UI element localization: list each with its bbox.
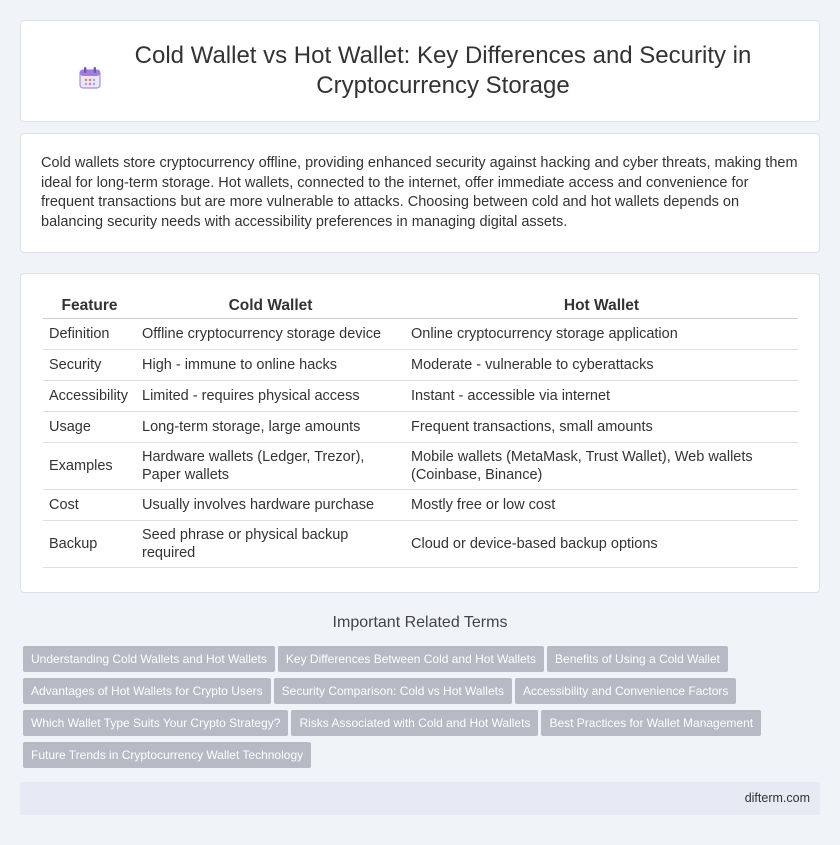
hot-wallet-cell: Frequent transactions, small amounts (405, 412, 798, 443)
header-card (20, 20, 820, 122)
table-row (43, 350, 798, 381)
feature-cell: Definition (43, 319, 136, 350)
related-term-tag[interactable]: Accessibility and Convenience Factors (515, 678, 736, 704)
footer-site-link[interactable]: difterm.com (744, 791, 810, 805)
feature-cell: Accessibility (43, 381, 136, 412)
table-row (43, 521, 798, 568)
hot-wallet-cell: Online cryptocurrency storage application (405, 319, 798, 350)
table-row (43, 412, 798, 443)
header-hot-wallet: Hot Wallet (405, 294, 798, 319)
header-cold-wallet: Cold Wallet (136, 294, 405, 319)
related-term-tag[interactable]: Benefits of Using a Cold Wallet (547, 646, 728, 672)
related-term-tag[interactable]: Future Trends in Cryptocurrency Wallet Technology (23, 742, 311, 768)
table-row (43, 443, 798, 490)
comparison-table-card (20, 273, 820, 593)
table-row (43, 381, 798, 412)
feature-cell: Backup (43, 521, 136, 568)
cold-wallet-cell: High - immune to online hacks (136, 350, 405, 381)
hot-wallet-cell: Cloud or device-based backup options (405, 521, 798, 568)
cold-wallet-cell: Seed phrase or physical backup required (136, 521, 405, 568)
related-term-tag[interactable]: Understanding Cold Wallets and Hot Wallets (23, 646, 275, 672)
header-feature: Feature (43, 294, 136, 319)
intro-card (20, 133, 820, 253)
comparison-table (43, 294, 798, 568)
related-term-tag[interactable]: Which Wallet Type Suits Your Crypto Strategy? (23, 710, 288, 736)
related-term-tag[interactable]: Advantages of Hot Wallets for Crypto Users (23, 678, 271, 704)
calendar-icon (77, 65, 103, 91)
related-term-tag[interactable]: Security Comparison: Cold vs Hot Wallets (274, 678, 512, 704)
hot-wallet-cell: Mobile wallets (MetaMask, Trust Wallet), Web wallets (Coinbase, Binance) (405, 443, 798, 490)
page-title: Cold Wallet vs Hot Wallet: Key Differences and Security in Cryptocurrency Storage (134, 42, 752, 99)
hot-wallet-cell: Moderate - vulnerable to cyberattacks (405, 350, 798, 381)
table-header-row (43, 294, 798, 319)
cold-wallet-cell: Hardware wallets (Ledger, Trezor), Paper wallets (136, 443, 405, 490)
hot-wallet-cell: Instant - accessible via internet (405, 381, 798, 412)
intro-text: Cold wallets store cryptocurrency offline, providing enhanced security against hacking and cyber threats, making them ideal for long-term storage. Hot wallets, connected to the internet, offer immediate access and convenience for frequent transactions but are more vulnerable to attacks. Choosing between cold and hot wallets depends on balancing security needs with accessibility preferences in managing digital assets. (41, 155, 798, 230)
cold-wallet-cell: Usually involves hardware purchase (136, 490, 405, 521)
footer (20, 782, 820, 815)
related-term-tag[interactable]: Key Differences Between Cold and Hot Wallets (278, 646, 544, 672)
cold-wallet-cell: Offline cryptocurrency storage device (136, 319, 405, 350)
feature-cell: Security (43, 350, 136, 381)
feature-cell: Examples (43, 443, 136, 490)
related-term-tag[interactable]: Risks Associated with Cold and Hot Wallets (291, 710, 538, 736)
hot-wallet-cell: Mostly free or low cost (405, 490, 798, 521)
related-terms-list (23, 646, 823, 774)
feature-cell: Usage (43, 412, 136, 443)
cold-wallet-cell: Limited - requires physical access (136, 381, 405, 412)
related-terms-title: Important Related Terms (332, 614, 508, 631)
table-row (43, 490, 798, 521)
table-row (43, 319, 798, 350)
cold-wallet-cell: Long-term storage, large amounts (136, 412, 405, 443)
related-term-tag[interactable]: Best Practices for Wallet Management (541, 710, 761, 736)
feature-cell: Cost (43, 490, 136, 521)
